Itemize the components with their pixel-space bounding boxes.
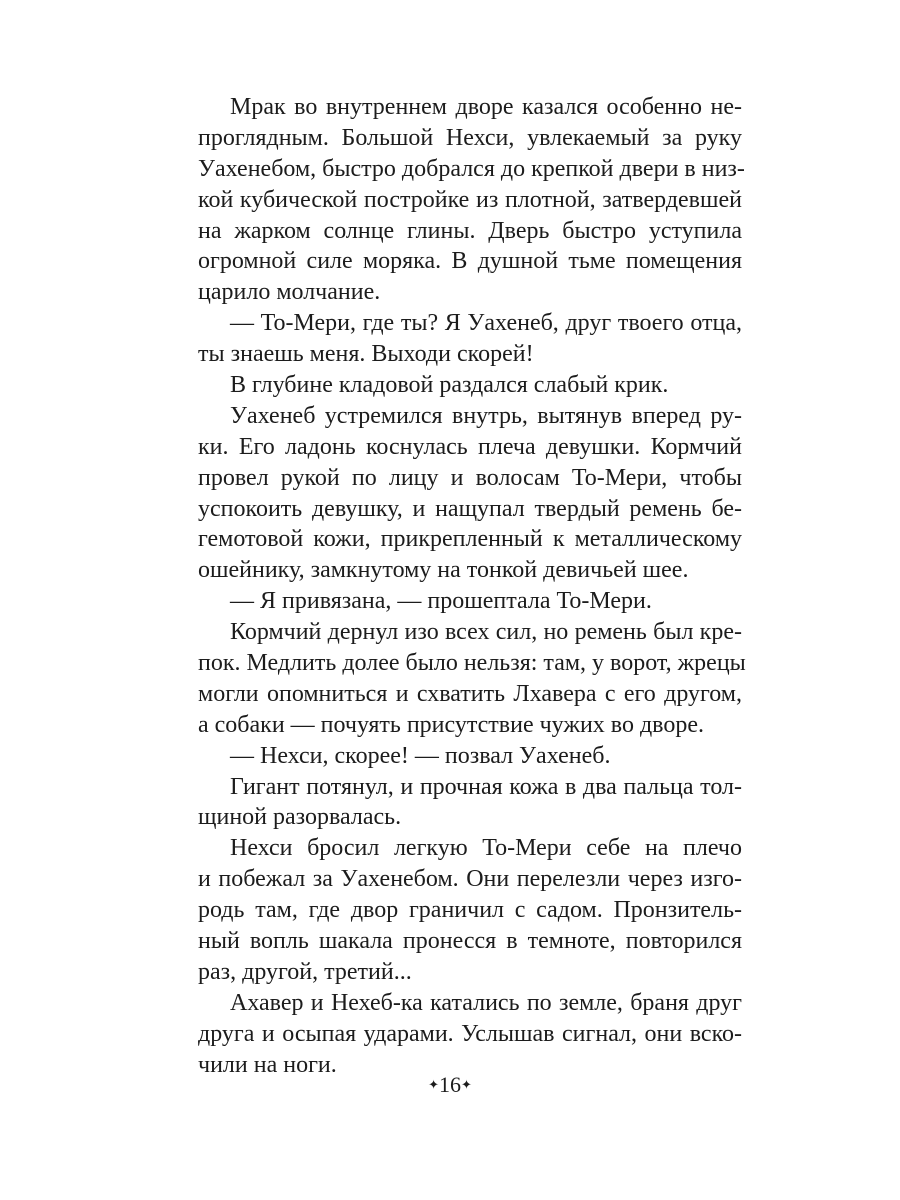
text-line: а собаки — почуять присутствие чужих во дворе. — [198, 711, 704, 738]
text-line: ки. Его ладонь коснулась плеча девушки. Кормчий — [198, 433, 742, 460]
text-line: могли опомниться и схватить Лхавера с его другом, — [198, 680, 742, 707]
text-line: ошейнику, замкнутому на тонкой девичьей шее. — [198, 557, 689, 584]
text-line: провел рукой по лицу и волосам То-Мери, чтобы — [198, 464, 742, 491]
text-line: Мрак во внутреннем дворе казался особенно не- — [230, 94, 742, 120]
text-line: кой кубической постройке из плотной, затвердевшей — [198, 186, 742, 213]
text-line: раз, другой, третий... — [198, 958, 412, 985]
text-line: успокоить девушку, и нащупал твердый ремень бе- — [198, 495, 742, 522]
text-line: Гигант потянул, и прочная кожа в два пальца тол- — [230, 773, 742, 800]
body-text — [198, 92, 746, 1081]
text-line: огромной силе моряка. В душной тьме помещения — [198, 248, 742, 275]
text-line: на жарком солнце глины. Дверь быстро уступила — [198, 217, 742, 244]
text-line: Ахавер и Нехеб-ка катались по земле, браня друг — [230, 989, 742, 1016]
text-line: ты знаешь меня. Выходи скорей! — [198, 341, 534, 368]
text-line: родь там, где двор граничил с садом. Пронзитель- — [198, 897, 742, 924]
text-line: пок. Медлить долее было нельзя: там, у ворот, жрецы — [198, 650, 746, 677]
text-line: Кормчий дернул изо всех сил, но ремень был кре- — [230, 619, 742, 646]
page-number-value: 16 — [439, 1072, 461, 1097]
ornament-right-icon: ✦ — [461, 1077, 472, 1092]
text-line: Уахенебом, быстро добрался до крепкой двери в низ- — [198, 155, 745, 182]
text-line: Нехси бросил легкую То-Мери себе на плечо — [230, 835, 742, 862]
text-line: чили на ноги. — [198, 1051, 337, 1078]
text-line: ный вопль шакала пронесся в темноте, повторился — [198, 928, 742, 955]
text-line: — Я привязана, — прошептала То-Мери. — [230, 588, 652, 615]
text-line: гемотовой кожи, прикрепленный к металлическому — [198, 526, 742, 553]
text-line: Уахенеб устремился внутрь, вытянув вперед ру- — [230, 402, 742, 429]
text-line: В глубине кладовой раздался слабый крик. — [230, 372, 669, 399]
text-line: друга и осыпая ударами. Услышав сигнал, они вско- — [198, 1020, 742, 1047]
text-line: и побежал за Уахенебом. Они перелезли через изго- — [198, 866, 742, 893]
page-number — [0, 1071, 900, 1099]
text-line: царило молчание. — [198, 279, 381, 306]
ornament-left-icon: ✦ — [428, 1077, 439, 1092]
text-line: — То-Мери, где ты? Я Уахенеб, друг твоего отца, — [230, 310, 742, 337]
text-line: — Нехси, скорее! — позвал Уахенеб. — [230, 742, 611, 769]
text-line: щиной разорвалась. — [198, 804, 402, 831]
text-line: проглядным. Большой Нехси, увлекаемый за руку — [198, 124, 742, 151]
